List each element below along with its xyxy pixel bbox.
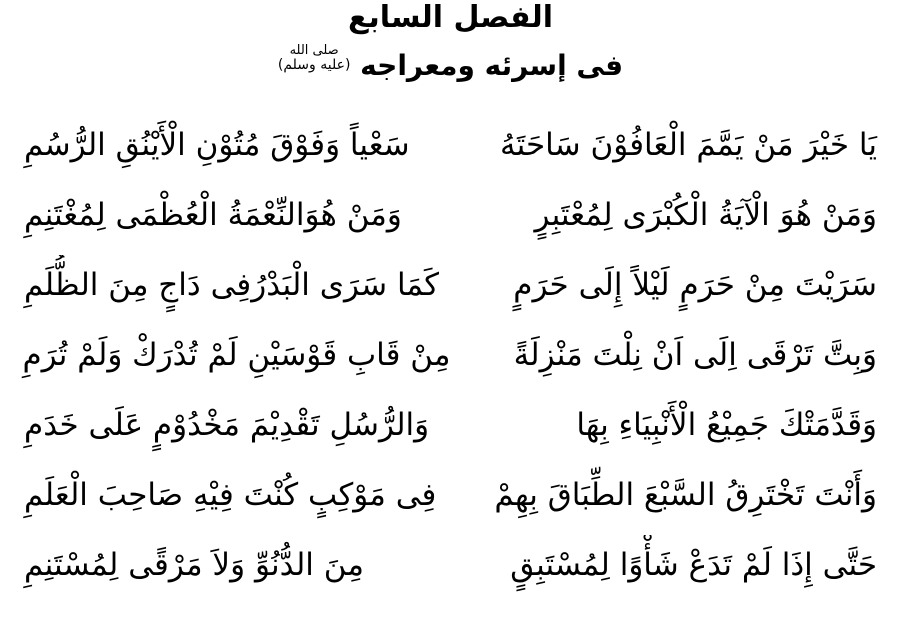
honorific-salutation: [278, 44, 351, 72]
verse-4-second-hemistich: مِنْ قَابِ قَوْسَيْنِ لَمْ تُدْرَكْ وَلَمْ تُرَمِ: [22, 337, 451, 373]
verse-1-first-hemistich: يَا خَيْرَ مَنْ يَمَّمَ الْعَافُوْنَ سَاحَتَهُ: [500, 127, 877, 163]
chapter-subtitle: [0, 44, 901, 86]
verse-7-first-hemistich: حَتَّى إِذَا لَمْ تَدَعْ شَأْوًا لِمُسْتَبِقٍ: [510, 547, 877, 583]
honorific-top: صلى الله: [289, 43, 339, 58]
verse-4-first-hemistich: وَبِتَّ تَرْقَى اِلَى اَنْ نِلْتَ مَنْزِلَةً: [513, 337, 877, 373]
verse-3-second-hemistich: كَمَا سَرَى الْبَدْرُفِی دَاجٍ مِنَ الظُّلَمِ: [24, 267, 440, 303]
chapter-title: الفصل السابع: [347, 0, 554, 35]
verse-5: [20, 390, 881, 460]
honorific-bottom: (عليه وسلم): [277, 57, 351, 73]
verse-1: [20, 110, 881, 180]
verse-3: [20, 250, 881, 320]
verse-2-second-hemistich: وَمَنْ هُوَالنِّعْمَةُ الْعُظْمَى لِمُغْتَنِمِ: [24, 197, 402, 233]
verse-6-second-hemistich: فِی مَوْكِبٍ كُنْتَ فِيْهِ صَاحِبَ الْعَلَمِ: [24, 477, 437, 513]
verse-5-first-hemistich: وَقَدَّمَتْكَ جَمِيْعُ الْأَنْبِيَاءِ بِهَا: [576, 407, 877, 443]
verse-2-first-hemistich: وَمَنْ هُوَ الْآيَةُ الْكُبْرَى لِمُعْتَبِرٍ: [534, 197, 877, 233]
verse-2: [20, 180, 881, 250]
verse-6: [20, 460, 881, 530]
subtitle-text: فی إسرئه ومعراجه: [360, 49, 624, 82]
verse-7-second-hemistich: مِنَ الدُّنُوِّ وَلاَ مَرْقًى لِمُسْتَنِمِ: [24, 547, 364, 583]
verse-6-first-hemistich: وَأَنْتَ تَخْتَرِقُ السَّبْعَ الطِّبَاقَ بِهِمْ: [494, 477, 877, 513]
verse-7: [20, 530, 881, 600]
verse-4: [20, 320, 881, 390]
verse-5-second-hemistich: وَالرُّسُلِ تَقْدِيْمَ مَخْدُوْمٍ عَلَى خَدَمِ: [24, 407, 430, 443]
verse-1-second-hemistich: سَعْياً وَفَوْقَ مُتُوْنِ الْأَيْنُقِ الرُّسُمِ: [24, 127, 410, 163]
verse-3-first-hemistich: سَرَيْتَ مِنْ حَرَمٍ لَيْلاً إِلَى حَرَمٍ: [513, 267, 877, 303]
poem: [20, 110, 881, 600]
